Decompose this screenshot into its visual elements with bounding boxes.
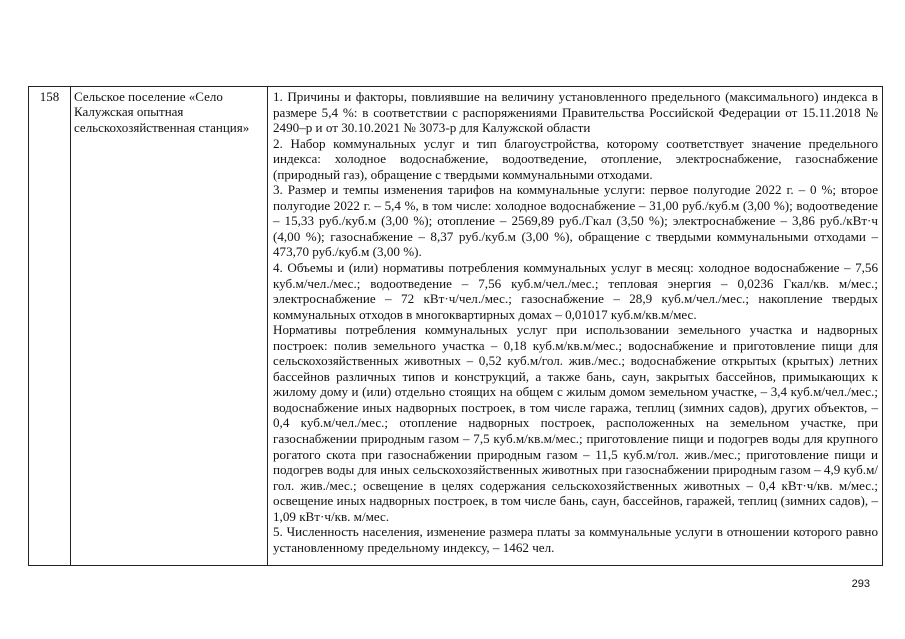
description-cell: [268, 87, 882, 565]
paragraph-land-plot-norms: Нормативы потребления коммунальных услуг при использовании земельного участка и надворных построек: полив земельного участка – 0,18 куб.м/кв.м/мес.; водоснабжение и приготовление пищи для сельскохозяйственных животных – 0,52 куб.м/гол. жив./мес.; водоснабжение открытых (крытых) летних бассейнов различных типов и конструкций, а также бань, саун, закрытых бассейнов, примыкающих к жилому дому и (или) отдельно стоящих на общем с жилым домом земельном участке, – 3,4 куб.м/чел./мес.; водоснабжение иных надворных построек, в том числе гаража, теплиц (зимних садов), других объектов, – 0,4 куб.м/чел./мес.; отопление надворных построек, расположенных на земельном участке, при газоснабжении природным газом – 7,5 куб.м/кв.м/мес.; приготовление пищи и подогрев воды для крупного рогатого скота при газоснабжении природным газом – 11,5 куб.м/гол. жив./мес.; приготовление пищи и подогрев воды для иных сельскохозяйственных животных при газоснабжении природным газом – 4,9 куб.м/гол. жив./мес.; освещение в целях содержания сельскохозяйственных животных – 0,4 кВт·ч/кв. м/мес.; освещение иных надворных построек, в том числе бань, саун, бассейнов, гаражей, теплиц (зимних садов), – 1,09 кВт·ч/кв. м/мес.: [273, 322, 878, 524]
paragraph-tariffs: 3. Размер и темпы изменения тарифов на коммунальные услуги: первое полугодие 2022 г. – 0 %; второе полугодие 2022 г. – 5,4 %, в том числе: холодное водоснабжение – 31,00 руб./куб.м (3,00 %); водоотведение – 15,33 руб./куб.м (3,00 %); отопление – 2569,89 руб./Гкал (3,50 %); электроснабжение – 3,86 руб./кВт·ч (4,00 %); газоснабжение – 8,37 руб./куб.м (3,00 %), обращение с твердыми коммунальными отходами – 473,70 руб./куб.м (3,00 %).: [273, 182, 878, 260]
settlement-name: Сельское поселение «Село Калужская опытная сельскохозяйственная станция»: [74, 89, 250, 135]
paragraph-consumption-volumes: 4. Объемы и (или) нормативы потребления коммунальных услуг в месяц: холодное водоснабжение – 7,56 куб.м/чел./мес.; водоотведение – 7,56 куб.м/чел./мес.; тепловая энергия – 0,0236 Гкал/кв. м/мес.; электроснабжение – 72 кВт·ч/чел./мес.; газоснабжение – 28,9 куб.м/чел./мес.; накопление твердых коммунальных отходов в многоквартирных домах – 0,01017 куб.м/кв.м/мес.: [273, 260, 878, 322]
paragraph-services-set: 2. Набор коммунальных услуг и тип благоустройства, которому соответствует значение предельного индекса: холодное водоснабжение, водоотведение, отопление, электроснабжение, газоснабжение (природный газ), обращение с твердыми коммунальными отходами.: [273, 135, 878, 182]
paragraph-causes: 1. Причины и факторы, повлиявшие на величину установленного предельного (максимального) индекса в размере 5,4 %: в соответствии с распоряжениями Правительства Российской Федерации от 15.11.2018 № 2490–р и от 30.10.2021 № 3073-р для Калужской области: [273, 89, 878, 136]
row-number: 158: [39, 89, 60, 104]
paragraph-population: 5. Численность населения, изменение размера платы за коммунальные услуги в отношении которого равно установленному предельному индексу, – 1462 чел.: [273, 524, 878, 555]
row-number-cell: [29, 87, 71, 565]
page-number: 293: [851, 578, 870, 590]
data-table: [28, 86, 883, 566]
settlement-name-cell: [71, 87, 268, 565]
